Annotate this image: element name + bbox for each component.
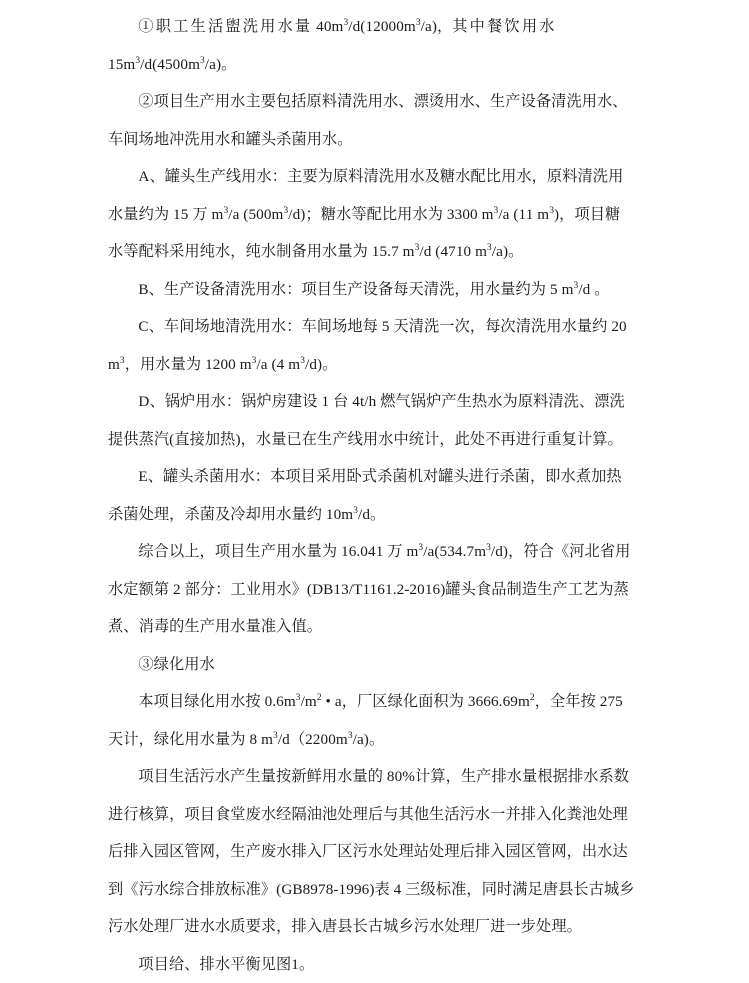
paragraph-line	[108, 758, 641, 796]
paragraph-line	[108, 346, 641, 384]
text-run: /d(4500m	[140, 56, 200, 73]
paragraph-line	[108, 233, 641, 271]
text-run: 杀菌处理，杀菌及冷却用水量约 10m	[108, 506, 353, 523]
text-run: /a (500m	[228, 206, 283, 223]
paragraph-line	[108, 946, 641, 983]
text-run: /a)，	[421, 18, 453, 35]
paragraph-line	[108, 421, 641, 459]
superscript-text: 3	[486, 543, 491, 553]
text-run: 15m	[108, 56, 135, 73]
superscript-text: 3	[200, 55, 205, 65]
text-run: /d)，符合《河北省用	[491, 543, 630, 560]
text-run: /m	[301, 693, 317, 710]
text-run: /a)。	[205, 56, 237, 73]
paragraph-line	[108, 646, 641, 684]
text-run: /a (4 m	[256, 356, 300, 373]
paragraph-line	[108, 796, 641, 834]
text-run: 本项目绿化用水按 0.6m	[138, 693, 295, 710]
paragraph-line	[108, 196, 641, 234]
superscript-text: 3	[418, 543, 423, 553]
text-run: /d 。	[578, 281, 609, 298]
superscript-text: 3	[348, 730, 353, 740]
text-run: • a，厂区绿化面积为 3666.69m	[322, 693, 530, 710]
superscript-text: 3	[353, 505, 358, 515]
superscript-text: 3	[343, 18, 348, 28]
text-run: 车间场地冲洗用水和罐头杀菌用水。	[108, 131, 353, 148]
superscript-text: 3	[300, 355, 305, 365]
text-run: 其中餐饮用水	[452, 18, 556, 35]
text-run: E、罐头杀菌用水：本项目采用卧式杀菌机对罐头进行杀菌，即水煮加热	[138, 468, 621, 485]
text-run: ，全年按 275	[535, 693, 623, 710]
text-run: )，项目糖	[554, 206, 620, 223]
text-run: 到《污水综合排放标准》(GB8978-1996)表 4 三级标准，同时满足唐县长古城乡	[108, 881, 635, 898]
superscript-text: 3	[296, 693, 301, 703]
paragraph-line	[108, 496, 641, 534]
superscript-text: 3	[415, 243, 420, 253]
text-run: ，用水量为 1200 m	[125, 356, 252, 373]
text-run: ①职工生活盥洗用水量	[138, 18, 312, 35]
superscript-text: 2	[530, 693, 535, 703]
text-run: ③绿化用水	[138, 656, 214, 673]
text-run: /a (11 m	[498, 206, 549, 223]
superscript-text: 3	[549, 205, 554, 215]
paragraph-line	[108, 158, 641, 196]
paragraph-line	[108, 271, 641, 309]
text-run: D、锅炉用水：锅炉房建设 1 台 4t/h 燃气锅炉产生热水为原料清洗、漂洗	[138, 393, 624, 410]
paragraph-line	[108, 383, 641, 421]
text-run: 综合以上，项目生产用水量为 16.041 万 m	[138, 543, 418, 560]
superscript-text: 3	[494, 205, 499, 215]
text-run: A、罐头生产线用水：主要为原料清洗用水及糖水配比用水，原料清洗用	[138, 168, 623, 185]
text-run: 后排入园区管网，生产废水排入厂区污水处理站处理后排入园区管网，出水达	[108, 843, 628, 860]
text-run: C、车间场地清洗用水：车间场地每 5 天清洗一次，每次清洗用水量约 20	[138, 318, 626, 335]
text-run: 40m	[312, 18, 343, 35]
superscript-text: 3	[487, 243, 492, 253]
superscript-text: 2	[317, 693, 322, 703]
paragraph-line	[108, 8, 641, 46]
text-run: 水等配料采用纯水，纯水制备用水量为 15.7 m	[108, 243, 415, 260]
text-run: ②项目生产用水主要包括原料清洗用水、漂烫用水、生产设备清洗用水、	[138, 93, 627, 110]
superscript-text: 3	[574, 280, 579, 290]
text-run: /d)。	[305, 356, 337, 373]
text-run: 水量约为 15 万 m	[108, 206, 223, 223]
text-run: 水定额第 2 部分：工业用水》(DB13/T1161.2-2016)罐头食品制造生产工艺为蒸	[108, 581, 629, 598]
paragraph-line	[108, 121, 641, 159]
superscript-text: 3	[273, 730, 278, 740]
paragraph-line	[108, 908, 641, 946]
text-run: /a(534.7m	[423, 543, 486, 560]
text-run: /a)。	[492, 243, 524, 260]
paragraph-line	[108, 571, 641, 609]
text-run: /d (4710 m	[419, 243, 487, 260]
text-run: m	[108, 356, 120, 373]
paragraph-line	[108, 83, 641, 121]
paragraph-line	[108, 608, 641, 646]
text-run: 污水处理厂进水水质要求，排入唐县长古城乡污水处理厂进一步处理。	[108, 918, 582, 935]
superscript-text: 3	[223, 205, 228, 215]
paragraph-line	[108, 871, 641, 909]
paragraph-line	[108, 308, 641, 346]
superscript-text: 3	[120, 355, 125, 365]
text-run: 煮、消毒的生产用水量准入值。	[108, 618, 322, 635]
paragraph-line	[108, 721, 641, 759]
paragraph-line	[108, 533, 641, 571]
document-body	[108, 8, 641, 983]
text-run: B、生产设备清洗用水：项目生产设备每天清洗，用水量约为 5 m	[138, 281, 573, 298]
text-run: /d。	[358, 506, 385, 523]
paragraph-line	[108, 683, 641, 721]
text-run: 进行核算，项目食堂废水经隔油池处理后与其他生活污水一并排入化粪池处理	[108, 806, 628, 823]
superscript-text: 3	[416, 18, 421, 28]
superscript-text: 3	[252, 355, 257, 365]
text-run: 提供蒸汽(直接加热)，水量已在生产线用水中统计，此处不再进行重复计算。	[108, 431, 623, 448]
superscript-text: 3	[135, 55, 140, 65]
text-run: 天计，绿化用水量为 8 m	[108, 731, 273, 748]
text-run: 项目生活污水产生量按新鲜用水量的 80%计算，生产排水量根据排水系数	[138, 768, 629, 785]
text-run: 项目给、排水平衡见图1。	[138, 956, 314, 973]
paragraph-line	[108, 833, 641, 871]
superscript-text: 3	[283, 205, 288, 215]
text-run: /d(12000m	[348, 18, 416, 35]
text-run: /d)；糖水等配比用水为 3300 m	[288, 206, 493, 223]
paragraph-line	[108, 458, 641, 496]
text-run: /a)。	[353, 731, 385, 748]
paragraph-line	[108, 46, 641, 84]
text-run: /d（2200m	[278, 731, 348, 748]
